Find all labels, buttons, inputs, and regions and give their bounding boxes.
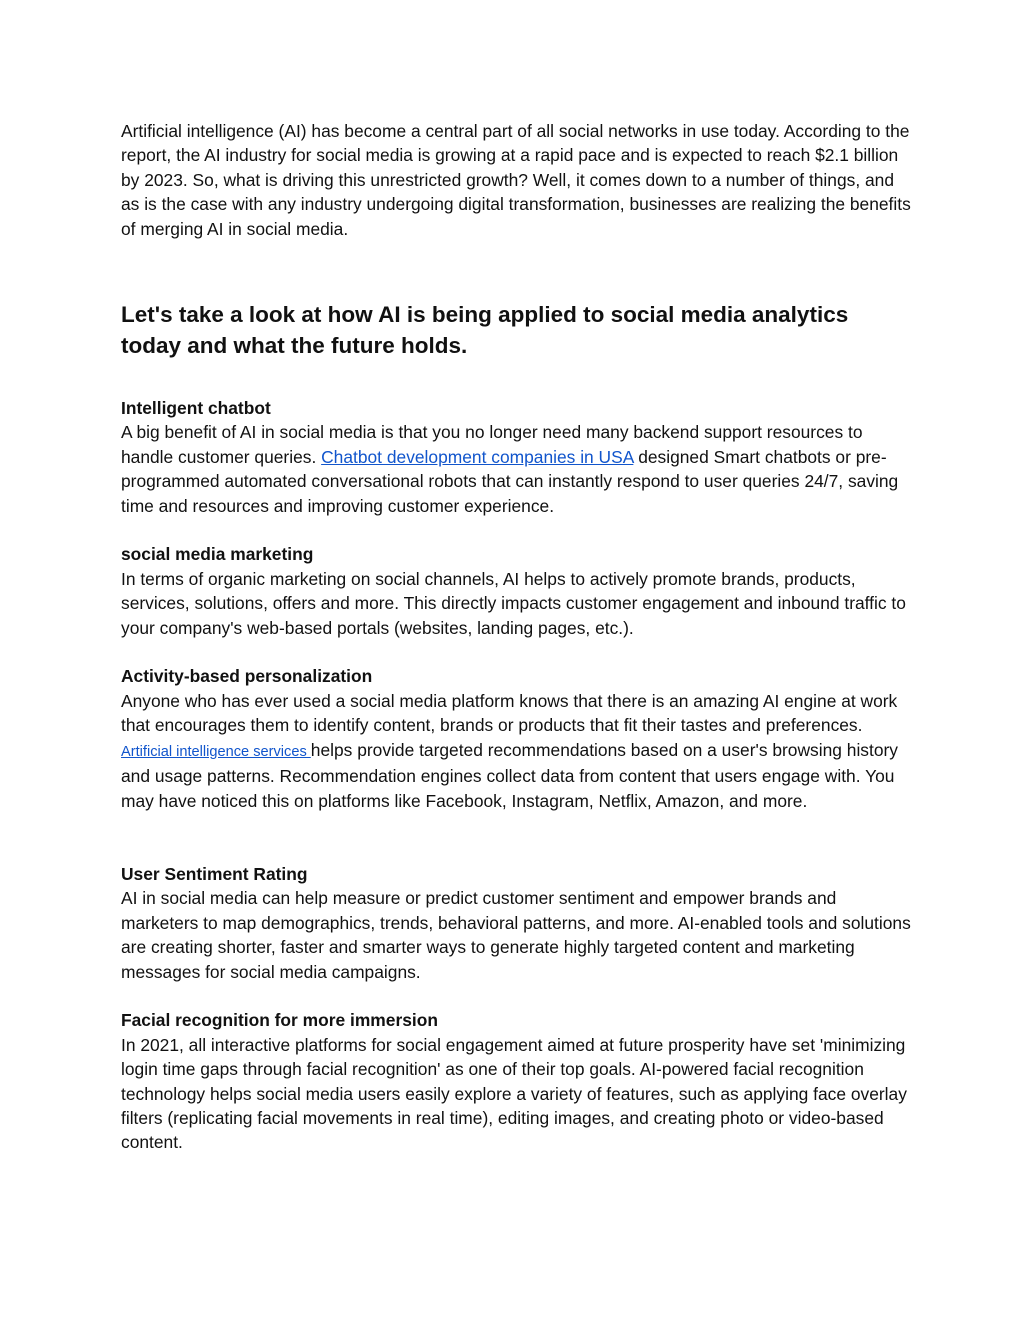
section-heading: Let's take a look at how AI is being applied to social media analytics today and what the future holds. <box>121 302 849 359</box>
document-page <box>121 119 911 1179</box>
body-text: A big benefit of AI in social media is that you no longer need many backend support resources to handle customer queries. <box>121 422 863 467</box>
chatbot-development-link[interactable]: Chatbot development companies in USA <box>321 446 634 467</box>
section-title: Facial recognition for more immersion <box>121 1010 438 1031</box>
section-body: In terms of organic marketing on social channels, AI helps to actively promote brands, products, services, solutions, offers and more. This directly impacts customer engagement and inbound traffic to your company's web-based portals (websites, landing pages, etc.). <box>121 568 906 638</box>
section-body: In 2021, all interactive platforms for social engagement aimed at future prosperity have set 'minimizing login time gaps through facial recognition' as one of their top goals. AI-powered facial recognition technology helps social media users easily explore a variety of features, such as applying face overlay filters (replicating facial movements in real time), editing images, and creating photo or video-based content. <box>121 1034 907 1153</box>
ai-services-link[interactable]: Artificial intelligence services <box>121 743 311 760</box>
section-intelligent-chatbot <box>121 396 911 518</box>
section-title: Intelligent chatbot <box>121 398 271 419</box>
body-text: helps provide targeted recommendations based on a user's browsing history and usage patterns. Recommendation engines collect data from content that users engage with. You may have noticed this on platforms like Facebook, Instagram, Netflix, Amazon, and more. <box>121 739 898 811</box>
section-activity-personalization <box>121 664 911 812</box>
section-title: social media marketing <box>121 544 314 565</box>
body-text: designed Smart chatbots or pre-programmed automated conversational robots that can instantly respond to user queries 24/7, saving time and resources and improving customer experience. <box>121 446 899 516</box>
section-social-media-marketing <box>121 542 911 640</box>
section-title: Activity-based personalization <box>121 666 373 687</box>
section-facial-recognition <box>121 1008 911 1154</box>
section-body <box>121 689 911 813</box>
section-body: AI in social media can help measure or predict customer sentiment and empower brands and marketers to map demographics, trends, behavioral patterns, and more. AI-enabled tools and solutions are creating shorter, faster and smarter ways to generate highly targeted content and marketing messages for social media campaigns. <box>121 888 911 982</box>
intro-paragraph: Artificial intelligence (AI) has become a central part of all social networks in use today. According to the report, the AI industry for social media is growing at a rapid pace and is expected to reach $2.1 billion by 2023. So, what is driving this unrestricted growth? Well, it comes down to a number of things, and as is the case with any industry undergoing digital transformation, businesses are realizing the benefits of merging AI in social media. <box>121 121 911 239</box>
body-text: Anyone who has ever used a social media platform knows that there is an amazing AI engine at work that encourages them to identify content, brands or products that fit their tastes and preferences. <box>121 690 898 736</box>
section-body <box>121 420 911 518</box>
section-user-sentiment <box>121 862 911 984</box>
section-title: User Sentiment Rating <box>121 863 308 884</box>
